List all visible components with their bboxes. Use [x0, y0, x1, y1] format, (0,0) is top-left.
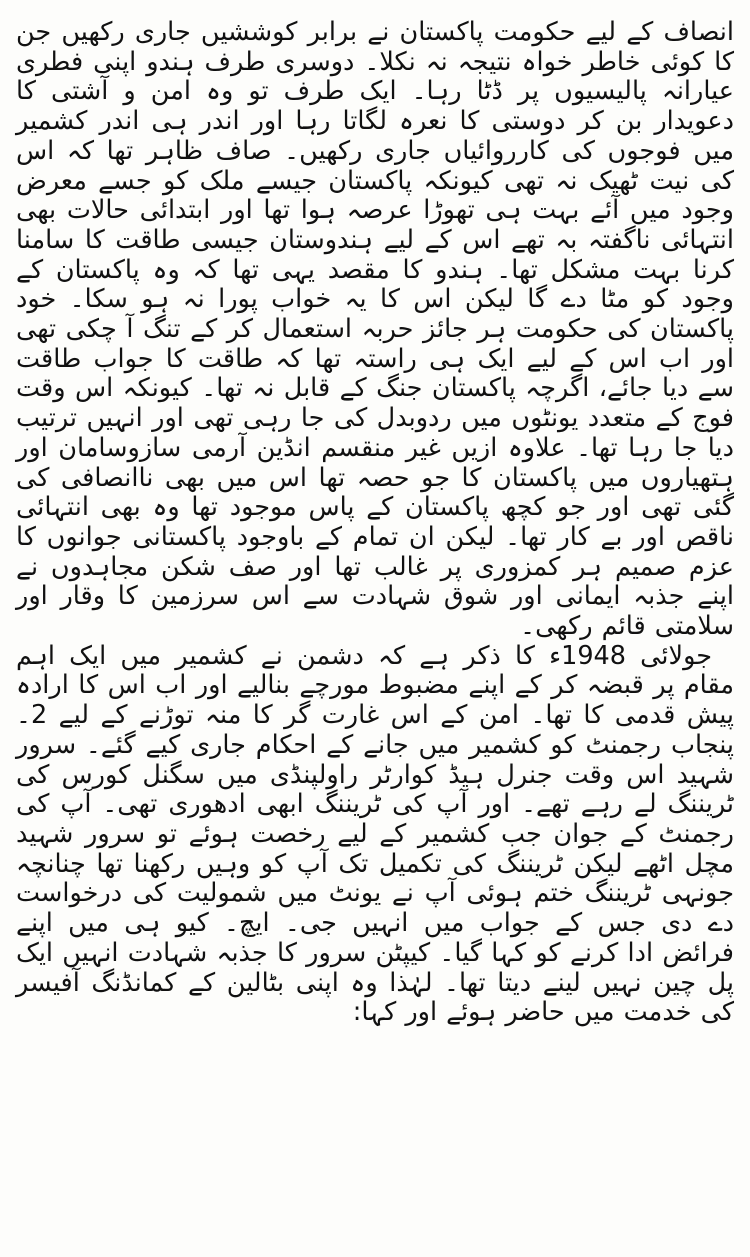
paragraph-1: انصاف کے لیے حکومت پاکستان نے برابر کوششیں جاری رکھیں جن کا کوئی خاطر خواہ نتیجہ نہ نکلا۔ دوسری طرف ہندو اپنی فطری عیارانہ پالیسیوں پر ڈٹا رہا۔ ایک طرف تو وہ امن و آشتی کا دعویدار بن کر دوستی کا نعرہ لگاتا رہا اور اندر ہی اندر کشمیر میں فوجوں کی کارروائیاں جاری رکھیں۔ صاف ظاہر تھا کہ اس کی نیت ٹھیک نہ تھی کیونکہ پاکستان جیسے ملک کو جسے معرض وجود میں آئے بہت ہی تھوڑا عرصہ ہوا تھا اور ابتدائی حالات بھی انتہائی ناگفتہ بہ تھے اس کے لیے ہندوستان جیسی طاقت کا سامنا کرنا بہت مشکل تھا۔ ہندو کا مقصد یہی تھا کہ وہ پاکستان کے وجود کو مٹا دے گا لیکن اس کا یہ خواب پورا نہ ہو سکا۔ خود پاکستان کی حکومت ہر جائز حربہ استعمال کر کے تنگ آ چکی تھی اور اب اس کے لیے ایک ہی راستہ تھا کہ طاقت کا جواب طاقت سے دیا جائے، اگرچہ پاکستان جنگ کے قابل نہ تھا۔ کیونکہ اس وقت فوج کے متعدد یونٹوں میں ردوبدل کی جا رہی تھی اور انہیں ترتیب دیا جا رہا تھا۔ علاوہ ازیں غیر منقسم انڈین آرمی سازوسامان اور ہتھیاروں میں پاکستان کا جو حصہ تھا اس میں بھی ناانصافی کی گئی تھی اور جو کچھ پاکستان کے پاس موجود تھا وہ بھی انتہائی ناقص اور بے کار تھا۔ لیکن ان تمام کے باوجود پاکستانی جوانوں کا عزم صمیم ہر کمزوری پر غالب تھا اور صف شکن مجاہدوں نے اپنے جذبہ ایمانی اور شوق شہادت سے اس سرزمین کا وقار اور سلامتی قائم رکھی۔: [16, 17, 734, 642]
paragraph-2: جولائی 1948ء کا ذکر ہے کہ دشمن نے کشمیر میں ایک اہم مقام پر قبضہ کر کے اپنے مضبوط مورچے بنالیے اور اب اس کا ارادہ پیش قدمی کا تھا۔ امن کے اس غارت گر کا منہ توڑنے کے لیے 2۔ پنجاب رجمنٹ کو کشمیر میں جانے کے احکام جاری کیے گئے۔ سرور شہید اس وقت جنرل ہیڈ کوارٹر راولپنڈی میں سگنل کورس کی ٹریننگ لے رہے تھے۔ اور آپ کی ٹریننگ ابھی ادھوری تھی۔ آپ کی رجمنٹ کے جوان جب کشمیر کے لیے رخصت ہوئے تو سرور شہید مچل اٹھے لیکن ٹریننگ کی تکمیل تک آپ کو وہیں رکھنا تھا چنانچہ جونہی ٹریننگ ختم ہوئی آپ نے یونٹ میں شمولیت کی درخواست دے دی جس کے جواب میں انہیں جی۔ ایچ۔ کیو ہی میں اپنے فرائض ادا کرنے کو کہا گیا۔ کیپٹن سرور کا جذبہ شہادت انہیں ایک پل چین نہیں لینے دیتا تھا۔ لہٰذا وہ اپنی بٹالین کے کمانڈنگ آفیسر کی خدمت میں حاضر ہوئے اور کہا:: [16, 640, 734, 1028]
urdu-text-body: [16, 18, 734, 1028]
